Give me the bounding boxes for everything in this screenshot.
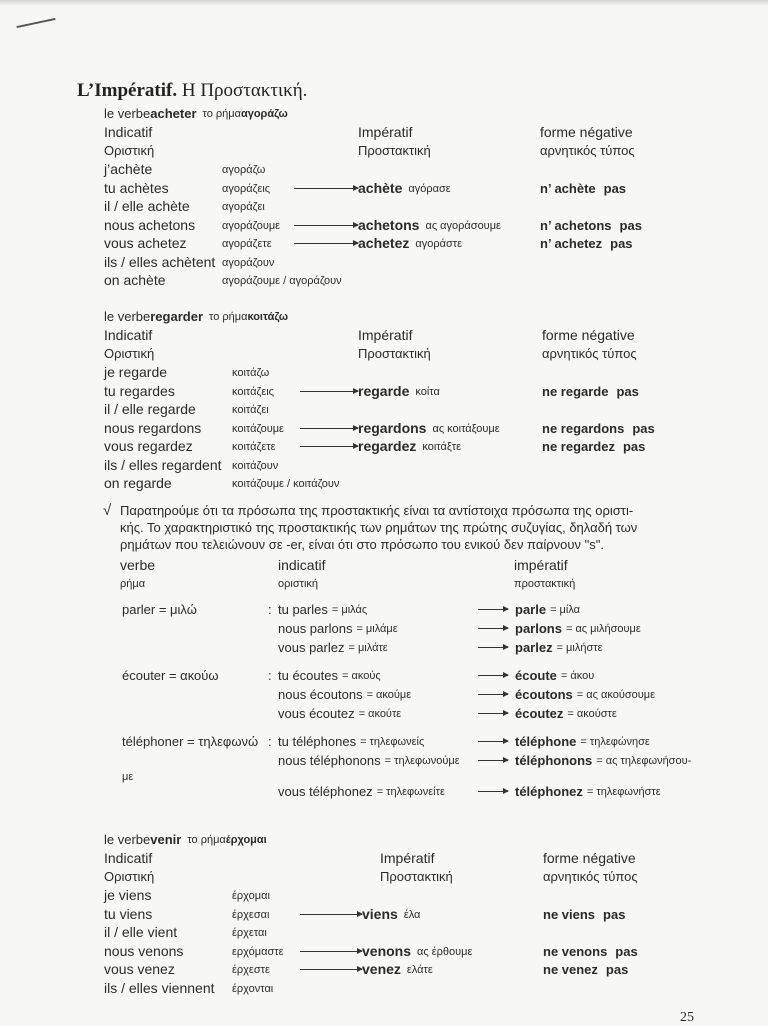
indicatif-form: je regarde — [104, 364, 168, 380]
col-header-indicatif: Indicatif — [104, 124, 153, 140]
example-imperatif: écoutons — [515, 687, 573, 702]
indicatif-form: ils / elles viennent — [104, 979, 215, 996]
indicatif-form: on regarde — [104, 475, 172, 491]
example-imperatif-gr: = μιλήστε — [556, 642, 603, 654]
negative-pas: pas — [603, 906, 626, 922]
example-indicatif-gr: = μιλάς — [331, 604, 368, 616]
example-indicatif-gr: = ακούμε — [366, 689, 412, 701]
imperatif-form: achète — [358, 179, 403, 196]
indicatif-form: tu viens — [104, 905, 153, 922]
example-indicatif-gr: = τηλεφωνείτε — [376, 786, 445, 798]
arrow-icon — [478, 760, 508, 761]
example-imperatif-gr: = ακούστε — [567, 708, 617, 720]
verb-heading-gr: το ρήμα — [187, 834, 226, 846]
indicatif-form: vous venez — [104, 961, 175, 977]
imperatif-gr: έλα — [403, 908, 421, 921]
arrow-icon — [294, 243, 358, 244]
col-header-imperatif: impératif — [514, 557, 568, 573]
indicatif-gr: κοιτάζουν — [232, 459, 279, 472]
verb-heading-gr-verb: κοιτάζω — [247, 311, 289, 323]
verb-heading-gr-verb: αγοράζω — [240, 108, 288, 120]
example-indicatif: nous téléphonons — [278, 753, 381, 768]
example-indicatif: vous téléphonez — [278, 784, 373, 799]
example-imperatif: écoutez — [515, 706, 564, 721]
negative-pas: pas — [603, 180, 627, 196]
negative-form: ne viens — [543, 906, 596, 922]
check-mark-icon: √ — [103, 502, 112, 519]
col-header-imperatif: Impératif — [358, 124, 413, 140]
col-header-verbe: verbe — [120, 557, 156, 573]
arrow-icon — [478, 713, 508, 714]
imperatif-form: venez — [362, 961, 401, 977]
col-header-indicatif-gr: Οριστική — [104, 346, 155, 361]
imperatif-gr: αγοράστε — [415, 238, 462, 250]
colon-separator: : — [268, 668, 272, 683]
imperatif-form: regardez — [358, 438, 417, 454]
negative-form: ne regardez — [542, 439, 615, 454]
example-imperatif-gr: = τηλεφωνήστε — [586, 786, 661, 798]
verb-heading-label: le verbe — [104, 832, 151, 847]
example-imperatif: écoute — [515, 668, 557, 683]
negative-pas: pas — [622, 439, 646, 454]
note-line: ρημάτων που τελειώνουν σε -er, είναι ότι στο πρόσωπο του ενικού δεν παίρνουν "s". — [120, 537, 604, 552]
indicatif-form: nous regardons — [104, 419, 202, 436]
indicatif-gr: έρχεται — [232, 927, 267, 939]
example-imperatif: téléphonons — [515, 753, 593, 768]
indicatif-gr: αγοράζει — [222, 201, 265, 213]
verb-heading-gr: το ρήμα — [209, 311, 248, 323]
arrow-icon — [478, 791, 508, 792]
scan-edge — [0, 0, 768, 6]
col-header-negative: forme négative — [543, 850, 636, 866]
arrow-icon — [478, 675, 508, 676]
indicatif-form: vous achetez — [104, 235, 187, 251]
verb-heading-gr: το ρήμα — [202, 108, 241, 120]
example-verb-label: écouter = ακούω — [122, 668, 219, 683]
indicatif-gr: κοιτάζει — [232, 404, 269, 416]
imperatif-gr: ας έρθουμε — [417, 945, 473, 958]
indicatif-gr: έρχομαι — [232, 890, 270, 902]
negative-form: ne venez — [543, 962, 598, 977]
verb-heading-verb: venir — [150, 832, 182, 847]
example-imperatif: parle — [515, 602, 547, 617]
col-header-imperatif-gr: Προστακτική — [358, 346, 431, 361]
indicatif-gr: ερχόμαστε — [232, 945, 284, 958]
indicatif-form: vous regardez — [104, 438, 193, 454]
arrow-icon — [300, 428, 358, 429]
arrow-icon — [478, 741, 508, 742]
col-header-indicatif-gr: Οριστική — [104, 869, 155, 884]
col-header-imperatif-gr: Προστακτική — [380, 869, 453, 884]
negative-form: n’ achetons — [540, 217, 612, 233]
col-header-imperatif: Impératif — [380, 850, 435, 866]
col-header-indicatif: indicatif — [278, 557, 326, 573]
indicatif-form: il / elle regarde — [104, 401, 196, 417]
arrow-icon — [300, 446, 358, 447]
col-header-imperatif: Impératif — [358, 327, 413, 343]
arrow-icon — [478, 628, 508, 629]
indicatif-gr: κοιτάζω — [232, 367, 270, 379]
col-header-imperatif-gr: Προστακτική — [358, 143, 431, 158]
indicatif-gr: κοιτάζεις — [232, 385, 274, 398]
example-indicatif: tu téléphones — [278, 734, 357, 749]
example-indicatif: nous parlons — [278, 621, 353, 636]
indicatif-gr: αγοράζουμε — [222, 219, 281, 232]
indicatif-form: nous achetons — [104, 216, 196, 233]
indicatif-form: on achète — [104, 272, 166, 288]
col-header-negative-gr: αρνητικός τύπος — [542, 346, 637, 361]
indicatif-form: nous venons — [104, 942, 184, 959]
arrow-icon — [300, 391, 358, 392]
colon-separator: : — [268, 602, 272, 617]
negative-pas: pas — [632, 420, 655, 436]
negative-form: ne regardons — [542, 420, 625, 436]
verb-heading-gr-verb: έρχομαι — [225, 834, 267, 846]
example-imperatif: parlez — [515, 640, 553, 655]
indicatif-gr: έρχονται — [232, 982, 274, 995]
indicatif-form: ils / elles regardent — [104, 456, 222, 473]
negative-pas: pas — [619, 217, 642, 233]
example-indicatif-gr: = μιλάτε — [348, 642, 388, 654]
example-imperatif-gr: = άκου — [560, 670, 595, 682]
indicatif-gr: έρχεσαι — [232, 908, 270, 921]
example-indicatif: vous parlez — [278, 640, 345, 655]
indicatif-gr: κοιτάζετε — [232, 441, 276, 453]
arrow-icon — [300, 914, 362, 915]
pen-mark — [16, 18, 56, 28]
example-verb-label: parler = μιλώ — [122, 602, 197, 617]
negative-form: ne regarde — [542, 383, 609, 399]
example-indicatif: tu parles — [278, 602, 328, 617]
title-gr: Η Προστακτική. — [181, 80, 308, 101]
negative-pas: pas — [610, 236, 633, 251]
example-imperatif-gr: = ας ακούσουμε — [576, 689, 656, 701]
col-header-negative-gr: αρνητικός τύπος — [543, 869, 638, 884]
col-header-indicatif: Indicatif — [104, 850, 153, 866]
verb-heading-label: le verbe — [104, 309, 151, 324]
example-indicatif-gr: = ακούς — [342, 670, 381, 682]
col-header-negative: forme négative — [542, 327, 635, 343]
arrow-icon — [294, 225, 358, 226]
arrow-icon — [478, 609, 508, 610]
verb-heading-verb: regarder — [150, 309, 203, 324]
example-verb-label: téléphoner = τηλεφωνώ — [122, 734, 259, 749]
col-header-verbe-gr: ρήμα — [120, 578, 146, 590]
indicatif-form: ils / elles achètent — [104, 253, 216, 270]
example-indicatif-gr: = τηλεφωνούμε — [384, 755, 460, 767]
example-indicatif-gr: = τηλεφωνείς — [360, 736, 425, 748]
indicatif-form: je viens — [104, 887, 152, 903]
example-imperatif-gr: = μίλα — [550, 604, 581, 616]
indicatif-gr: αγοράζεις — [222, 182, 271, 195]
indicatif-form: il / elle vient — [104, 924, 178, 940]
example-imperatif: parlons — [515, 621, 562, 636]
colon-separator: : — [268, 734, 272, 749]
example-wrap-text: με — [122, 771, 134, 783]
arrow-icon — [294, 188, 358, 189]
example-indicatif: tu écoutes — [278, 668, 338, 683]
arrow-icon — [478, 694, 508, 695]
imperatif-form: regarde — [358, 382, 410, 399]
verb-heading-label: le verbe — [104, 106, 151, 121]
negative-form: ne venons — [543, 943, 608, 959]
indicatif-gr: έρχεστε — [232, 964, 270, 976]
col-header-negative-gr: αρνητικός τύπος — [540, 143, 635, 158]
note-line: Παρατηρούμε ότι τα πρόσωπα της προστακτικής είναι τα αντίστοιχα πρόσωπα της οριστι- — [120, 503, 634, 518]
imperatif-gr: κοιτάξτε — [422, 441, 462, 453]
imperatif-form: viens — [362, 905, 398, 922]
negative-pas: pas — [605, 962, 629, 977]
indicatif-gr: αγοράζουμε / αγοράζουν — [222, 275, 342, 287]
imperatif-form: achetons — [358, 216, 420, 233]
verb-heading-verb: acheter — [150, 106, 197, 121]
title-fr: L’Impératif. — [77, 80, 178, 101]
indicatif-form: tu regardes — [104, 382, 175, 399]
example-indicatif: vous écoutez — [278, 706, 355, 721]
grammar-note — [120, 502, 700, 553]
imperatif-gr: αγόρασε — [408, 182, 451, 195]
example-imperatif-gr: = τηλεφώνησε — [580, 736, 650, 748]
example-indicatif-gr: = μιλάμε — [356, 623, 398, 635]
note-line: κής. Το χαρακτηριστικό της προστακτικής των ρημάτων της πρώτης συζυγίας, δηλαδή των — [120, 520, 638, 535]
negative-pas: pas — [616, 383, 639, 399]
example-indicatif-gr: = ακούτε — [358, 708, 402, 720]
indicatif-gr: κοιτάζουμε / κοιτάζουν — [232, 478, 340, 490]
example-imperatif: téléphone — [515, 734, 577, 749]
col-header-indicatif: Indicatif — [104, 327, 153, 343]
imperatif-gr: ας κοιτάξουμε — [432, 422, 500, 435]
negative-form: n’ achète — [540, 180, 596, 196]
col-header-negative: forme négative — [540, 124, 633, 140]
imperatif-form: regardons — [358, 419, 427, 436]
indicatif-form: j’achète — [104, 161, 153, 177]
indicatif-gr: κοιτάζουμε — [232, 422, 284, 435]
col-header-indicatif-gr: Οριστική — [104, 143, 155, 158]
imperatif-gr: ελάτε — [406, 964, 433, 976]
col-header-imperatif-gr: προστακτική — [514, 578, 576, 590]
negative-pas: pas — [615, 943, 638, 959]
example-imperatif-gr: = ας τηλεφωνήσου- — [596, 755, 692, 767]
arrow-icon — [300, 969, 362, 970]
imperatif-form: venons — [362, 942, 412, 959]
example-imperatif: téléphonez — [515, 784, 583, 799]
indicatif-gr: αγοράζουν — [222, 256, 275, 269]
indicatif-form: il / elle achète — [104, 198, 190, 214]
col-header-indicatif-gr: οριστική — [278, 578, 319, 590]
example-indicatif: nous écoutons — [278, 687, 363, 702]
page-number: 25 — [680, 1010, 694, 1025]
imperatif-form: achetez — [358, 235, 410, 251]
imperatif-gr: κοίτα — [415, 385, 440, 398]
indicatif-form: tu achètes — [104, 179, 169, 196]
indicatif-gr: αγοράζετε — [222, 238, 272, 250]
example-imperatif-gr: = ας μιλήσουμε — [565, 623, 641, 635]
arrow-icon — [300, 951, 362, 952]
page-title — [77, 80, 307, 102]
negative-form: n’ achetez — [540, 236, 603, 251]
arrow-icon — [478, 647, 508, 648]
indicatif-gr: αγοράζω — [222, 164, 266, 176]
imperatif-gr: ας αγοράσουμε — [425, 219, 501, 232]
